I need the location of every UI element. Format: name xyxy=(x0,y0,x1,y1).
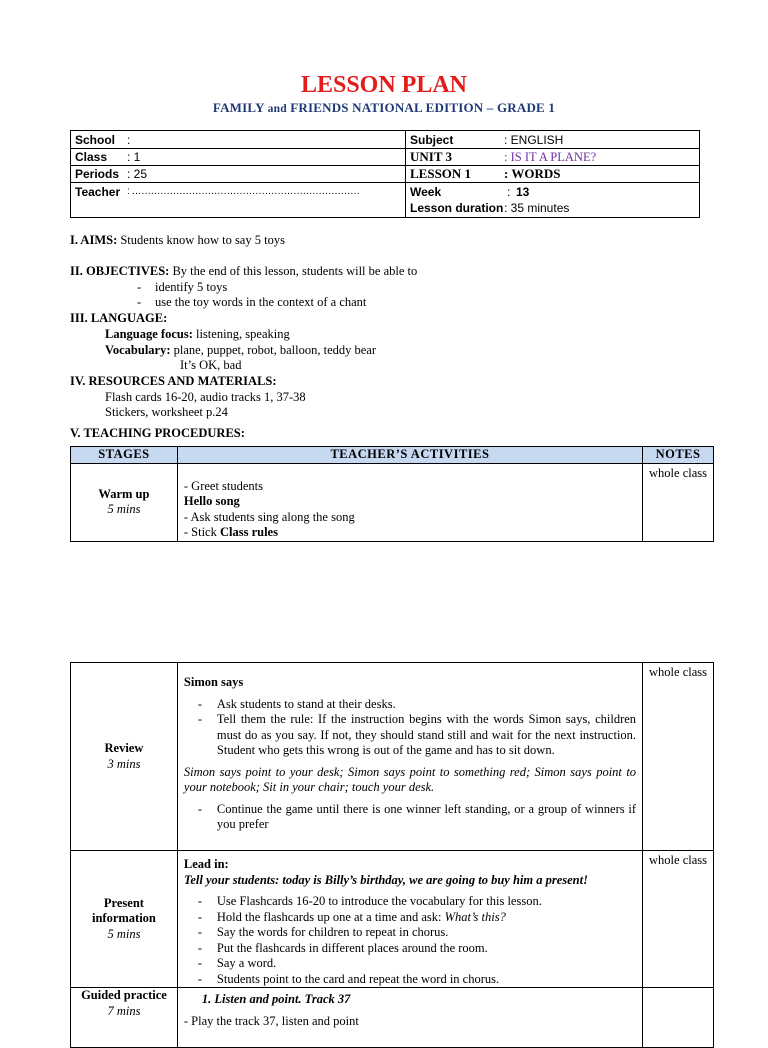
list-item: - Students point to the card and repeat the word in chorus. xyxy=(184,972,636,988)
list-item: - Put the flashcards in different places around the room. xyxy=(184,941,636,957)
objective-item: identify 5 toys xyxy=(155,280,228,294)
procedures-label: V. TEACHING PROCEDURES: xyxy=(70,426,245,440)
stage-name: Present information xyxy=(92,895,156,926)
subject-value: : ENGLISH xyxy=(504,133,564,147)
class-label: Class xyxy=(75,150,108,164)
activity-subheading: Tell your students: today is Billy’s birthday, we are going to buy him a present! xyxy=(183,872,588,887)
list-item: - Use Flashcards 16-20 to introduce the vocabulary for this lesson. xyxy=(184,894,636,910)
unit-label: UNIT 3 xyxy=(410,149,453,164)
list-item: - Tell them the rule: If the instruction begins with the words Simon says, children must do as you say. If not, they should stand still and wait for the next instruction. Student who gets this wrong is out of the game and has to sit down. xyxy=(184,712,636,759)
activities-cell xyxy=(177,988,642,1048)
aims-text: Students know how to say 5 toys xyxy=(117,233,285,247)
vocab-label: Vocabulary: xyxy=(105,343,171,357)
resources-heading xyxy=(70,373,277,389)
header-notes: NOTES xyxy=(643,447,714,464)
subtitle-part-1: FAMILY xyxy=(212,100,268,115)
language-label: III. LANGUAGE: xyxy=(70,311,168,325)
list-item: - Say a word. xyxy=(184,956,636,972)
activity-list xyxy=(184,894,636,987)
periods-value: : 25 xyxy=(127,167,148,181)
list-item-italic: What’s this? xyxy=(444,909,506,924)
objective-dash: - xyxy=(137,295,142,309)
page-title: LESSON PLAN xyxy=(300,72,468,98)
procedures-table-1 xyxy=(70,446,714,542)
table-row xyxy=(71,463,714,541)
aims-label: I. AIMS: xyxy=(70,233,118,247)
header-activities: TEACHER’S ACTIVITIES xyxy=(177,447,642,464)
lesson-label: LESSON 1 xyxy=(410,166,472,181)
list-item: - Say the words for children to repeat in chorus. xyxy=(184,925,636,941)
activity-bold: Class rules xyxy=(219,525,278,539)
info-table xyxy=(70,130,700,218)
unit-value: : IS IT A PLANE? xyxy=(504,150,597,164)
info-rule xyxy=(71,165,406,166)
focus-label: Language focus: xyxy=(105,327,193,341)
week-value: 13 xyxy=(516,185,530,199)
stage-cell xyxy=(71,988,178,1048)
stage-duration: 5 mins xyxy=(107,926,141,941)
stage-name: Review xyxy=(104,741,144,755)
activities-cell xyxy=(177,663,642,851)
page-subtitle xyxy=(0,100,768,116)
week-colon: : xyxy=(507,185,511,199)
activities-cell xyxy=(177,851,642,988)
lesson-value: : WORDS xyxy=(504,166,561,181)
objectives-text: By the end of this lesson, students will be able to xyxy=(169,264,418,278)
table-row xyxy=(71,851,714,988)
objective-item: use the toy words in the context of a chant xyxy=(155,295,367,309)
subject-label: Subject xyxy=(410,133,454,147)
duration-label: Lesson duration xyxy=(410,201,504,215)
vocab-text: plane, puppet, robot, balloon, teddy bear xyxy=(170,343,377,357)
vocabulary-line xyxy=(105,342,376,358)
info-rule xyxy=(71,182,406,183)
stage-duration: 5 mins xyxy=(107,502,141,516)
notes-cell: whole class xyxy=(643,851,714,988)
list-item: - Continue the game until there is one winner left standing, or a group of winners if you prefer xyxy=(184,802,636,833)
table-row xyxy=(71,663,714,851)
activity-heading: Lead in: xyxy=(183,857,229,871)
language-heading xyxy=(70,310,167,326)
stage-name: Guided practice xyxy=(81,988,167,1002)
info-divider xyxy=(405,131,406,217)
teacher-label: Teacher xyxy=(75,185,121,199)
activity-text: - Stick xyxy=(183,525,220,539)
notes-cell: whole class xyxy=(643,663,714,851)
resources-line-2: Stickers, worksheet p.24 xyxy=(105,405,228,419)
activity-heading: 1. Listen and point. Track 37 xyxy=(201,992,351,1006)
notes-cell xyxy=(643,988,714,1048)
activity-list xyxy=(184,697,636,759)
focus-text: listening, speaking xyxy=(192,327,290,341)
objective-dash: - xyxy=(137,280,142,294)
list-item xyxy=(184,910,636,926)
subtitle-part-2: FRIENDS NATIONAL EDITION – GRADE 1 xyxy=(286,100,556,115)
resources-label: IV. RESOURCES AND MATERIALS: xyxy=(70,374,277,388)
teacher-value: : ……………………………………………………………… xyxy=(127,186,360,197)
stage-duration: 3 mins xyxy=(107,756,141,771)
class-value: : 1 xyxy=(127,150,141,164)
activity-line: Hello song xyxy=(183,494,240,508)
stage-name: Warm up xyxy=(98,486,150,501)
stage-cell xyxy=(71,463,178,541)
list-item-text: Hold the flashcards up one at a time and ask: xyxy=(216,909,445,924)
stage-cell xyxy=(71,663,178,851)
table-header-row xyxy=(71,447,714,464)
procedures-table-2 xyxy=(70,662,714,1048)
activity-line: - Play the track 37, listen and point xyxy=(183,1013,359,1028)
duration-value: : 35 minutes xyxy=(504,201,570,215)
header-stages: STAGES xyxy=(71,447,178,464)
periods-label: Periods xyxy=(75,167,120,181)
stage-cell xyxy=(71,851,178,988)
objectives-line xyxy=(70,263,417,279)
info-rule xyxy=(406,182,699,183)
stage-duration: 7 mins xyxy=(107,1003,141,1018)
objectives-label: II. OBJECTIVES: xyxy=(70,264,170,278)
school-value: : xyxy=(127,133,131,147)
activity-list xyxy=(184,802,636,833)
activity-line xyxy=(184,525,636,541)
table-row xyxy=(71,988,714,1048)
subtitle-and: and xyxy=(267,103,287,115)
notes-cell: whole class xyxy=(643,463,714,541)
language-focus-line xyxy=(105,326,290,342)
procedures-heading xyxy=(70,425,245,441)
list-item: - Ask students to stand at their desks. xyxy=(184,697,636,713)
activity-heading: Simon says xyxy=(183,675,244,689)
info-rule xyxy=(71,148,406,149)
activity-line: - Greet students xyxy=(183,478,264,493)
activity-line: - Ask students sing along the song xyxy=(183,509,355,524)
vocabulary-line-2: It’s OK, bad xyxy=(180,358,242,372)
activity-italic: Simon says point to your desk; Simon says point to something red; Simon says point to your notebook; Sit in your chair; touch your desk. xyxy=(183,764,637,794)
resources-line-1: Flash cards 16-20, audio tracks 1, 37-38 xyxy=(105,390,306,404)
week-label: Week xyxy=(410,185,442,199)
activities-cell xyxy=(177,463,642,541)
aims-line xyxy=(70,232,285,248)
school-label: School xyxy=(75,133,116,147)
